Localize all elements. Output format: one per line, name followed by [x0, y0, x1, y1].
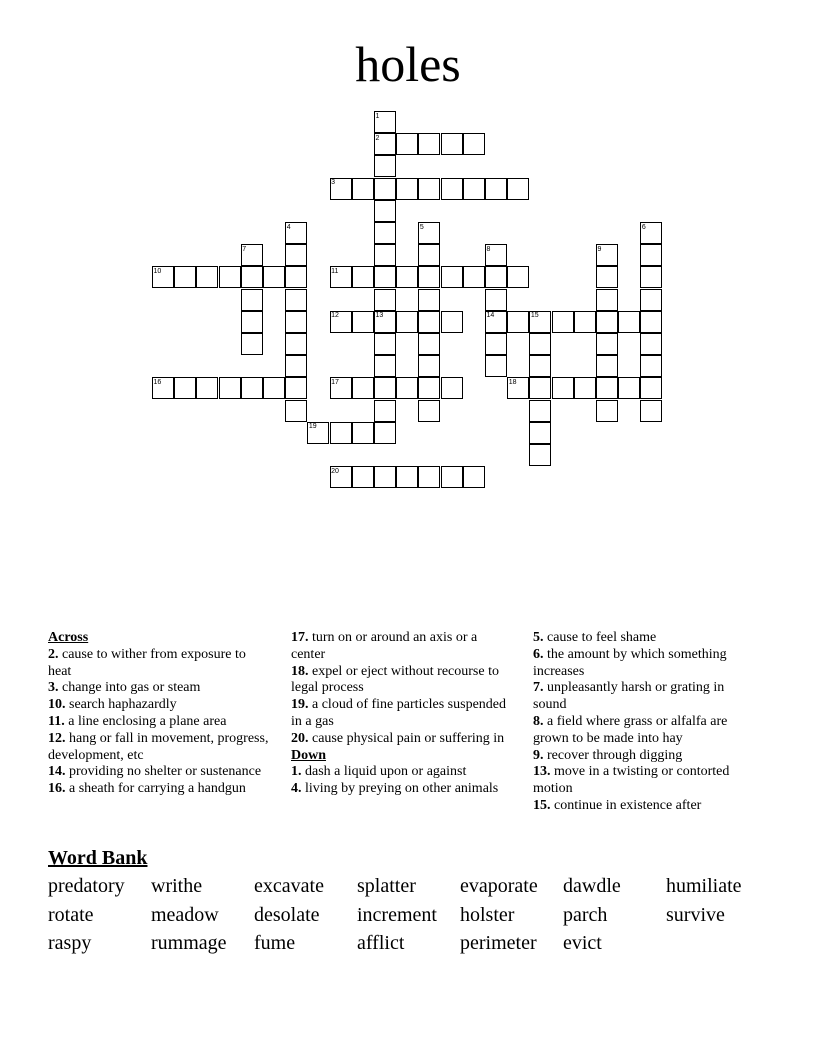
grid-cell[interactable]	[596, 400, 618, 422]
clue	[48, 680, 270, 697]
grid-cell[interactable]	[396, 466, 418, 488]
grid-cell[interactable]	[640, 400, 662, 422]
grid-cell[interactable]	[485, 355, 507, 377]
grid-cell[interactable]	[529, 333, 551, 355]
grid-cell[interactable]	[374, 155, 396, 177]
grid-cell[interactable]	[418, 311, 440, 333]
grid-cell[interactable]	[485, 333, 507, 355]
clue-text: search haphazardly	[65, 697, 177, 713]
grid-cell[interactable]	[507, 311, 529, 333]
cell-number: 16	[153, 378, 162, 386]
grid-cell[interactable]	[285, 355, 307, 377]
clue	[291, 731, 513, 748]
grid-cell[interactable]	[374, 266, 396, 288]
clue-number: 16.	[48, 781, 66, 797]
grid-cell[interactable]	[241, 333, 263, 355]
grid-cell[interactable]	[640, 244, 662, 266]
word-bank-word: increment	[357, 904, 437, 926]
grid-cell[interactable]	[640, 333, 662, 355]
grid-cell[interactable]	[418, 178, 440, 200]
grid-cell[interactable]	[263, 266, 285, 288]
cell-number: 2	[375, 134, 380, 142]
grid-cell[interactable]	[396, 133, 418, 155]
clue-number: 20.	[291, 730, 309, 746]
grid-cell[interactable]	[529, 355, 551, 377]
grid-cell[interactable]	[241, 266, 263, 288]
clue-number: 8.	[533, 713, 544, 729]
grid-cell[interactable]	[374, 422, 396, 444]
clue-text: change into gas or steam	[58, 680, 201, 696]
clue-number: 19.	[291, 697, 309, 713]
grid-cell[interactable]	[441, 178, 463, 200]
grid-cell[interactable]	[374, 178, 396, 200]
clue	[291, 764, 513, 781]
clue	[291, 781, 513, 798]
clue-text: a sheath for carrying a handgun	[65, 781, 246, 797]
grid-cell[interactable]	[529, 444, 551, 466]
grid-cell[interactable]	[574, 311, 596, 333]
clue	[533, 714, 755, 748]
cell-number: 5	[419, 223, 424, 231]
grid-cell[interactable]	[219, 377, 241, 399]
word-bank-title: Word Bank	[48, 847, 148, 869]
grid-cell[interactable]	[441, 311, 463, 333]
clue-text: cause to wither from exposure to heat	[48, 646, 246, 679]
across-heading: Across	[48, 630, 89, 645]
clue-number: 15.	[533, 797, 551, 813]
clue-number: 14.	[48, 764, 66, 780]
clue	[533, 647, 755, 681]
word-bank-word: predatory	[48, 875, 125, 897]
grid-cell[interactable]	[374, 466, 396, 488]
grid-cell[interactable]	[330, 422, 352, 444]
grid-cell[interactable]	[529, 400, 551, 422]
grid-cell[interactable]	[374, 222, 396, 244]
word-bank-word: perimeter	[460, 932, 537, 954]
clue-text: living by preying on other animals	[301, 781, 499, 797]
grid-cell[interactable]	[285, 377, 307, 399]
grid-cell[interactable]	[418, 355, 440, 377]
grid-cell[interactable]	[574, 377, 596, 399]
clue	[48, 781, 270, 798]
grid-cell[interactable]	[285, 289, 307, 311]
word-bank-word: writhe	[151, 875, 203, 897]
grid-cell[interactable]	[241, 289, 263, 311]
word-bank-word: desolate	[254, 904, 320, 926]
grid-cell[interactable]	[196, 266, 218, 288]
clue-number: 10.	[48, 697, 66, 713]
word-bank-word: excavate	[254, 875, 324, 897]
grid-cell[interactable]	[596, 266, 618, 288]
grid-cell[interactable]	[352, 311, 374, 333]
grid-cell[interactable]	[418, 244, 440, 266]
grid-cell[interactable]	[174, 377, 196, 399]
grid-cell[interactable]	[418, 400, 440, 422]
grid-cell[interactable]	[441, 466, 463, 488]
clue	[291, 630, 513, 664]
grid-cell[interactable]	[596, 311, 618, 333]
clue	[48, 697, 270, 714]
clue-text: continue in existence after	[550, 797, 702, 813]
clue-number: 18.	[291, 663, 309, 679]
grid-cell[interactable]	[507, 266, 529, 288]
clue	[48, 647, 270, 681]
clue	[291, 664, 513, 698]
grid-cell[interactable]	[352, 178, 374, 200]
cell-number: 10	[153, 267, 162, 275]
clues-column-3	[533, 630, 755, 815]
clue-number: 13.	[533, 764, 551, 780]
grid-cell[interactable]	[485, 178, 507, 200]
word-bank-word: rotate	[48, 904, 94, 926]
grid-cell[interactable]	[352, 422, 374, 444]
grid-cell[interactable]	[352, 377, 374, 399]
grid-cell[interactable]	[219, 266, 241, 288]
clue-text: turn on or around an axis or a center	[291, 630, 478, 662]
cell-number: 17	[331, 378, 339, 386]
clue	[533, 630, 755, 647]
cell-number: 19	[308, 423, 317, 431]
cell-number: 8	[486, 245, 491, 253]
grid-cell[interactable]	[441, 266, 463, 288]
word-bank-word: dawdle	[563, 875, 621, 897]
word-bank-word: evict	[563, 932, 602, 954]
cell-number: 14	[486, 312, 495, 320]
cell-number: 11	[331, 267, 339, 275]
clue-text: a line enclosing a plane area	[64, 713, 227, 729]
clue-text: cause to feel shame	[543, 630, 657, 645]
grid-cell[interactable]	[485, 289, 507, 311]
grid-cell[interactable]	[374, 289, 396, 311]
cell-number: 18	[508, 378, 517, 386]
grid-cell[interactable]	[463, 266, 485, 288]
grid-cell[interactable]	[596, 333, 618, 355]
word-bank-word: holster	[460, 904, 515, 926]
grid-cell[interactable]	[396, 178, 418, 200]
grid-cell[interactable]	[507, 178, 529, 200]
grid-cell[interactable]	[441, 377, 463, 399]
cell-number: 12	[331, 312, 339, 320]
word-bank-word: rummage	[151, 932, 227, 954]
grid-cell[interactable]	[352, 266, 374, 288]
grid-cell[interactable]	[241, 311, 263, 333]
cell-number: 1	[375, 112, 380, 120]
clue-number: 4.	[291, 781, 302, 797]
grid-cell[interactable]	[552, 377, 574, 399]
grid-cell[interactable]	[618, 311, 640, 333]
grid-cell[interactable]	[418, 133, 440, 155]
clue-text: unpleasantly harsh or grating in sound	[533, 680, 725, 713]
grid-cell[interactable]	[285, 244, 307, 266]
grid-cell[interactable]	[529, 422, 551, 444]
grid-cell[interactable]	[485, 266, 507, 288]
clue-text: cause physical pain or suffering in	[308, 730, 505, 746]
grid-cell[interactable]	[285, 311, 307, 333]
word-bank-word: survive	[666, 904, 725, 926]
grid-cell[interactable]	[463, 178, 485, 200]
grid-cell[interactable]	[241, 377, 263, 399]
cell-number: 15	[530, 312, 539, 320]
grid-cell[interactable]	[463, 133, 485, 155]
word-bank-word: evaporate	[460, 875, 538, 897]
grid-cell[interactable]	[418, 333, 440, 355]
cell-number: 4	[286, 223, 291, 231]
grid-cell[interactable]	[552, 311, 574, 333]
clue-number: 12.	[48, 730, 66, 746]
clue-number: 2.	[48, 646, 59, 662]
clue-number: 5.	[533, 630, 544, 645]
clue-text: a field where grass or alfalfa are grown to be made into hay	[533, 713, 728, 746]
clue	[533, 680, 755, 714]
clue-text: the amount by which something increases	[533, 646, 727, 679]
clue	[533, 798, 755, 815]
crossword-grid	[0, 0, 816, 520]
clue-number: 17.	[291, 630, 309, 645]
grid-cell[interactable]	[640, 289, 662, 311]
cell-number: 9	[597, 245, 602, 253]
clue-text: move in a twisting or contorted motion	[533, 764, 730, 797]
clue	[48, 714, 270, 731]
grid-cell[interactable]	[529, 377, 551, 399]
cell-number: 13	[375, 312, 384, 320]
grid-cell[interactable]	[374, 200, 396, 222]
grid-cell[interactable]	[640, 355, 662, 377]
grid-cell[interactable]	[618, 377, 640, 399]
grid-cell[interactable]	[396, 311, 418, 333]
grid-cell[interactable]	[285, 266, 307, 288]
clue-number: 9.	[533, 747, 544, 763]
clue-text: expel or eject without recourse to legal process	[291, 663, 499, 696]
clues-column-2	[291, 630, 513, 798]
clue-text: dash a liquid upon or against	[301, 764, 467, 780]
cell-number: 6	[641, 223, 646, 231]
puzzle-title: holes	[355, 36, 461, 92]
clue	[533, 748, 755, 765]
word-bank-word: splatter	[357, 875, 416, 897]
word-bank-word: fume	[254, 932, 296, 954]
clue-number: 6.	[533, 646, 544, 662]
grid-cell[interactable]	[196, 377, 218, 399]
cell-number: 3	[331, 179, 335, 187]
grid-cell[interactable]	[596, 289, 618, 311]
grid-cell[interactable]	[463, 466, 485, 488]
grid-cell[interactable]	[352, 466, 374, 488]
clue-number: 11.	[48, 713, 65, 729]
clue-text: providing no shelter or sustenance	[65, 764, 262, 780]
cell-number: 7	[242, 245, 247, 253]
grid-cell[interactable]	[285, 400, 307, 422]
grid-cell[interactable]	[640, 266, 662, 288]
clue-text: recover through digging	[543, 747, 683, 763]
grid-cell[interactable]	[396, 266, 418, 288]
clue-number: 1.	[291, 764, 302, 780]
clue-number: 3.	[48, 680, 59, 696]
grid-cell[interactable]	[374, 244, 396, 266]
grid-cell[interactable]	[396, 377, 418, 399]
word-bank-word: raspy	[48, 932, 92, 954]
grid-cell[interactable]	[263, 377, 285, 399]
grid-cell[interactable]	[374, 355, 396, 377]
cell-number: 20	[331, 467, 339, 475]
grid-cell[interactable]	[640, 311, 662, 333]
grid-cell[interactable]	[418, 266, 440, 288]
word-bank-word: afflict	[357, 932, 405, 954]
grid-cell[interactable]	[596, 355, 618, 377]
clues-column-1	[48, 630, 270, 798]
grid-cell[interactable]	[418, 377, 440, 399]
clue	[533, 764, 755, 798]
clue	[291, 697, 513, 731]
grid-cell[interactable]	[174, 266, 196, 288]
grid-cell[interactable]	[418, 289, 440, 311]
grid-cell[interactable]	[374, 400, 396, 422]
clue-number: 7.	[533, 680, 544, 696]
clue	[48, 731, 270, 765]
clue-text: a cloud of fine particles suspended in a gas	[291, 697, 506, 729]
grid-cell[interactable]	[441, 133, 463, 155]
grid-cell[interactable]	[640, 377, 662, 399]
down-heading: Down	[291, 747, 327, 763]
word-bank-word: meadow	[151, 904, 219, 926]
clue	[48, 764, 270, 781]
grid-cell[interactable]	[374, 333, 396, 355]
word-bank-word: parch	[563, 904, 608, 926]
grid-cell[interactable]	[374, 377, 396, 399]
word-bank-word: humiliate	[666, 875, 742, 897]
grid-cell[interactable]	[285, 333, 307, 355]
clue-text: hang or fall in movement, progress, development, etc	[48, 730, 269, 763]
grid-cell[interactable]	[418, 466, 440, 488]
grid-cell[interactable]	[596, 377, 618, 399]
